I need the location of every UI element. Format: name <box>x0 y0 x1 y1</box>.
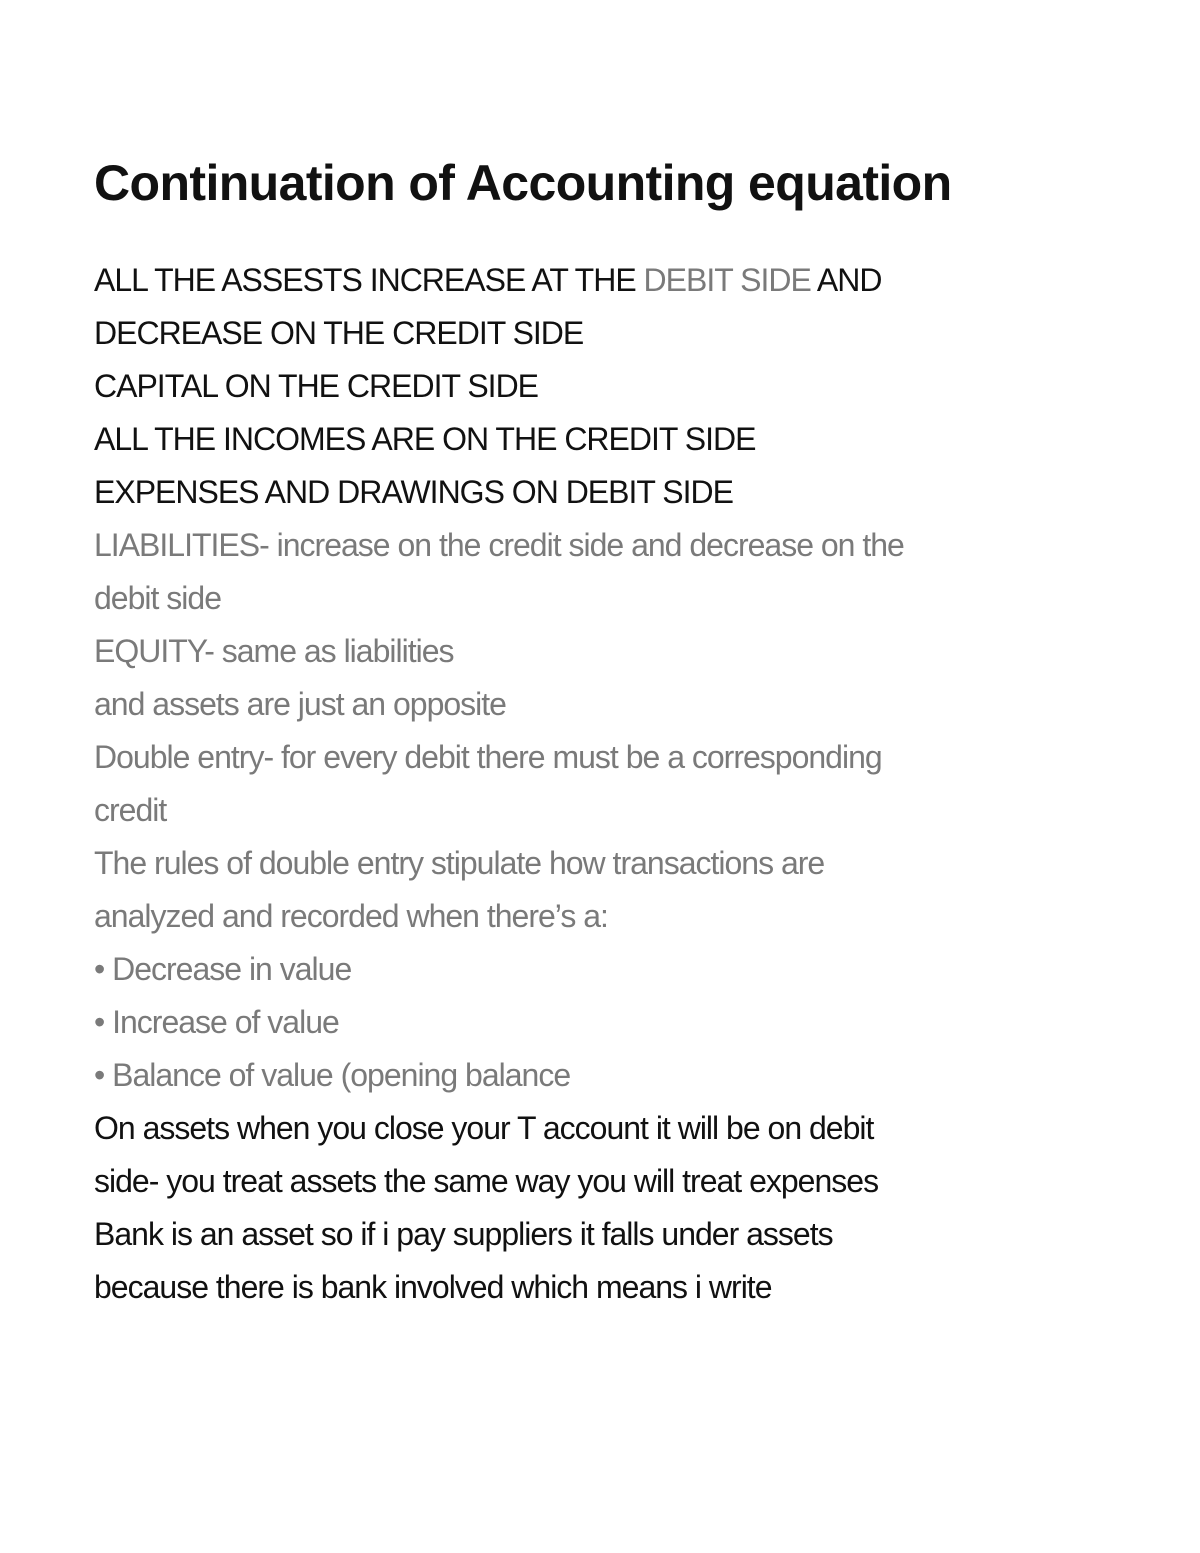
text-line <box>94 890 1104 943</box>
text-line <box>94 1155 1104 1208</box>
document-page <box>94 152 1104 1314</box>
text-line <box>94 466 1104 519</box>
text-line <box>94 254 1104 307</box>
grey-text-segment: EQUITY- same as liabilities <box>94 633 454 669</box>
grey-text-segment: • Increase of value <box>94 1004 339 1040</box>
text-line <box>94 943 1104 996</box>
grey-text-segment: LIABILITIES- increase on the credit side and decrease on the <box>94 527 904 563</box>
document-body <box>94 254 1104 1314</box>
text-line <box>94 625 1104 678</box>
dark-text-segment: side- you treat assets the same way you will treat expenses <box>94 1163 879 1199</box>
text-line <box>94 1049 1104 1102</box>
text-line <box>94 731 1104 784</box>
grey-text-segment: analyzed and recorded when there’s a: <box>94 898 608 934</box>
text-line <box>94 1208 1104 1261</box>
dark-text-segment: ALL THE ASSESTS INCREASE AT THE <box>94 262 644 298</box>
grey-text-segment: • Decrease in value <box>94 951 352 987</box>
dark-text-segment: ALL THE INCOMES ARE ON THE CREDIT SIDE <box>94 421 756 457</box>
grey-text-segment: and assets are just an opposite <box>94 686 506 722</box>
grey-text-segment: DEBIT SIDE <box>643 262 811 298</box>
grey-text-segment: • Balance of value (opening balance <box>94 1057 571 1093</box>
text-line <box>94 360 1104 413</box>
grey-text-segment: The rules of double entry stipulate how transactions are <box>94 845 825 881</box>
text-line <box>94 307 1104 360</box>
dark-text-segment: DECREASE ON THE CREDIT SIDE <box>94 315 584 351</box>
text-line <box>94 519 1104 572</box>
text-line <box>94 413 1104 466</box>
text-line <box>94 572 1104 625</box>
dark-text-segment: On assets when you close your T account it will be on debit <box>94 1110 874 1146</box>
grey-text-segment: Double entry- for every debit there must be a corresponding <box>94 739 882 775</box>
grey-text-segment: credit <box>94 792 167 828</box>
text-line <box>94 1261 1104 1314</box>
grey-text-segment: debit side <box>94 580 221 616</box>
page-title: Continuation of Accounting equation <box>94 155 952 211</box>
dark-text-segment: AND <box>810 262 882 298</box>
text-line <box>94 678 1104 731</box>
text-line <box>94 996 1104 1049</box>
text-line <box>94 784 1104 837</box>
text-line <box>94 837 1104 890</box>
dark-text-segment: Bank is an asset so if i pay suppliers it falls under assets <box>94 1216 833 1252</box>
dark-text-segment: CAPITAL ON THE CREDIT SIDE <box>94 368 539 404</box>
text-line <box>94 1102 1104 1155</box>
dark-text-segment: because there is bank involved which means i write <box>94 1269 772 1305</box>
dark-text-segment: EXPENSES AND DRAWINGS ON DEBIT SIDE <box>94 474 733 510</box>
